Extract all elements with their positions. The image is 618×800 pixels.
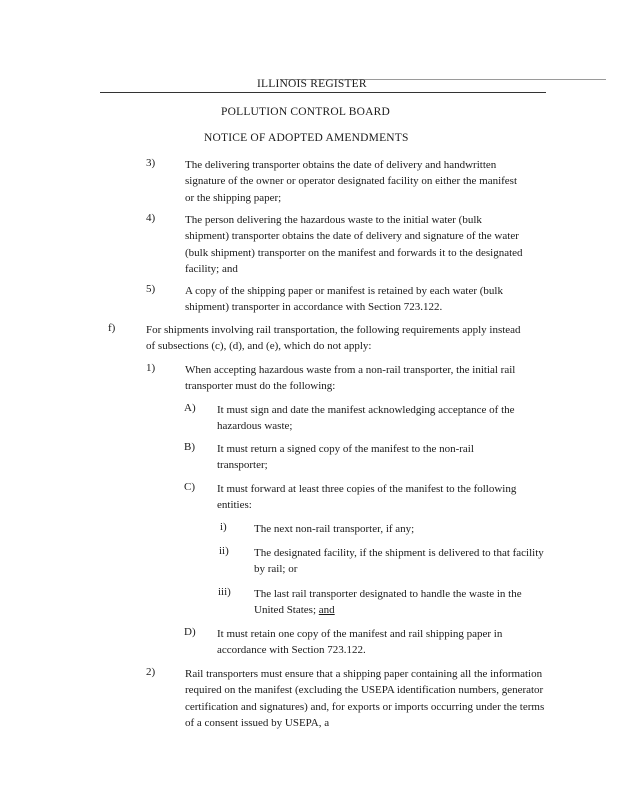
item-text: For shipments involving rail transportation, the following requirements apply instead of subsections (c), (d), and (e), which do not apply:	[146, 324, 521, 353]
item-text: The delivering transporter obtains the date of delivery and handwritten signature of the owner or operator designated facility on either the manifest or the shipping paper;	[185, 159, 518, 204]
header-rule	[100, 92, 546, 93]
item-label: 2)	[146, 666, 156, 678]
item-label: i)	[220, 521, 227, 533]
item-text: Rail transporters must ensure that a shipping paper containing all the information required on the manifest (excluding the USEPA identification numbers, generator certification and signatures) and, for exports or imports occurring under the terms of a consent issued by USEPA, a	[185, 668, 545, 730]
item-label: 3)	[146, 157, 156, 169]
item-label: C)	[184, 481, 195, 493]
item-text: It must sign and date the manifest acknowledging acceptance of the hazardous waste;	[217, 404, 515, 433]
item-label: B)	[184, 441, 195, 453]
item-label: D)	[184, 626, 196, 638]
item-label: f)	[108, 322, 116, 334]
item-text-underlined: and	[318, 604, 335, 617]
item-label: 4)	[146, 212, 156, 224]
item-label: 1)	[146, 362, 156, 374]
item-text: The next non-rail transporter, if any;	[254, 523, 415, 535]
item-label: A)	[184, 402, 196, 414]
board-title: POLLUTION CONTROL BOARD	[221, 106, 391, 118]
item-text: It must retain one copy of the manifest and rail shipping paper in accordance with Section 723.122.	[217, 628, 503, 657]
notice-title: NOTICE OF ADOPTED AMENDMENTS	[204, 132, 409, 144]
item-label: 5)	[146, 283, 156, 295]
item-text	[254, 586, 540, 619]
item-text-main: The last rail transporter designated to handle the waste in the United States;	[254, 588, 522, 617]
item-text: The person delivering the hazardous waste to the initial water (bulk shipment) transporter obtains the date of delivery and signature of the water (bulk shipment) transporter on the manifest and forwards it to the designated facility; and	[185, 214, 523, 276]
item-text: It must forward at least three copies of the manifest to the following entities:	[217, 483, 517, 512]
item-label: ii)	[219, 545, 229, 557]
item-text: A copy of the shipping paper or manifest is retained by each water (bulk shipment) transporter in accordance with Section 723.122.	[185, 285, 503, 314]
item-text: It must return a signed copy of the manifest to the non-rail transporter;	[217, 443, 474, 472]
item-text: The designated facility, if the shipment is delivered to that facility by rail; or	[254, 547, 544, 576]
item-text: When accepting hazardous waste from a non-rail transporter, the initial rail transporter must do the following:	[185, 364, 516, 393]
item-label: iii)	[218, 586, 231, 598]
register-title: ILLINOIS REGISTER	[257, 78, 367, 90]
